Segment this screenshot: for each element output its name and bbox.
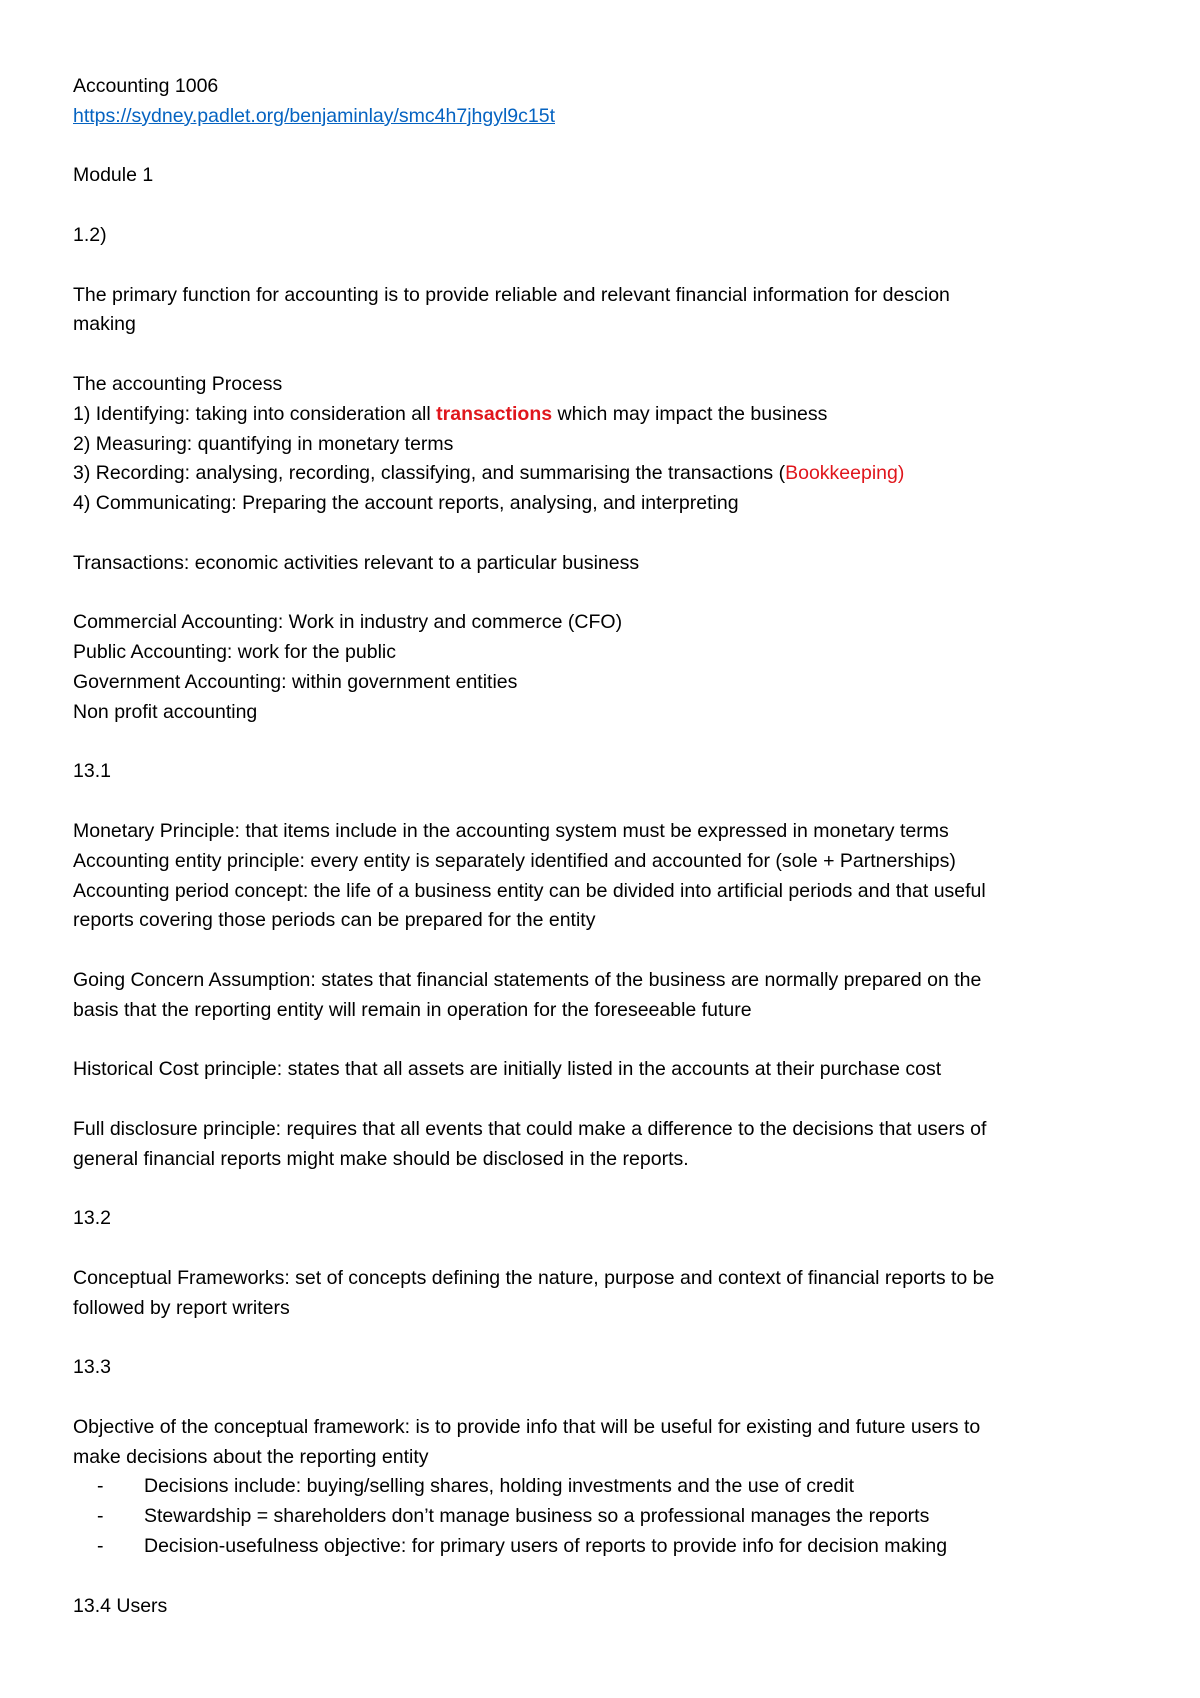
objective-line-1: Objective of the conceptual framework: is to provide info that will be useful for existing and future users to xyxy=(73,1415,981,1438)
conceptual-frameworks-block xyxy=(73,1264,1133,1324)
section-13-2-heading: 13.2 xyxy=(73,1207,111,1230)
section-13-2-heading-block xyxy=(73,1204,1133,1234)
module-heading xyxy=(73,161,1133,191)
bullet-text: Decision-usefulness objective: for primary users of reports to provide info for decision making xyxy=(144,1535,948,1558)
objective-bullet-list xyxy=(73,1472,1133,1561)
objective-line-2: make decisions about the reporting entity xyxy=(73,1445,429,1468)
accounting-type-public: Public Accounting: work for the public xyxy=(73,641,397,664)
conceptual-frameworks-line-1: Conceptual Frameworks: set of concepts defining the nature, purpose and context of financial reports to be xyxy=(73,1266,995,1289)
full-disclosure-line-2: general financial reports might make should be disclosed in the reports. xyxy=(73,1147,689,1170)
bullet-text: Stewardship = shareholders don’t manage business so a professional manages the reports xyxy=(144,1505,930,1528)
document-title: Accounting 1006 xyxy=(73,75,219,97)
principles-block xyxy=(73,817,1133,936)
transactions-definition-block xyxy=(73,549,1133,579)
section-13-1-heading: 13.1 xyxy=(73,760,111,783)
section-13-4-heading: 13.4 Users xyxy=(73,1594,168,1617)
going-concern-line-1: Going Concern Assumption: states that financial statements of the business are normally prepared on the xyxy=(73,968,982,991)
accounting-type-nonprofit: Non profit accounting xyxy=(73,700,258,723)
section-13-3-heading: 13.3 xyxy=(73,1356,111,1379)
bookkeeping-highlight: Bookkeeping) xyxy=(785,462,905,485)
process-step-4: 4) Communicating: Preparing the account reports, analysing, and interpreting xyxy=(73,492,739,515)
section-13-3-heading-block xyxy=(73,1353,1133,1383)
section-13-4-heading-block xyxy=(73,1592,1133,1622)
accounting-type-government: Government Accounting: within government entities xyxy=(73,670,518,693)
process-step-2: 2) Measuring: quantifying in monetary terms xyxy=(73,432,454,455)
padlet-link[interactable]: https://sydney.padlet.org/benjaminlay/smc4h7jhgyl9c15t xyxy=(73,104,555,127)
period-concept-line-2: reports covering those periods can be prepared for the entity xyxy=(73,909,596,932)
full-disclosure-block xyxy=(73,1115,1133,1175)
document-header xyxy=(73,72,1133,132)
primary-function-line-1: The primary function for accounting is to provide reliable and relevant financial information for descion xyxy=(73,283,950,306)
full-disclosure-line-1: Full disclosure principle: requires that all events that could make a difference to the decisions that users of xyxy=(73,1117,987,1140)
dash-bullet-icon: - xyxy=(97,1475,104,1498)
transactions-definition: Transactions: economic activities relevant to a particular business xyxy=(73,551,640,574)
primary-function-line-2: making xyxy=(73,313,136,336)
process-step-1-pre: 1) Identifying: taking into consideration all xyxy=(73,402,437,425)
bullet-text: Decisions include: buying/selling shares, holding investments and the use of credit xyxy=(144,1475,854,1498)
document-page xyxy=(73,72,1133,1651)
dash-bullet-icon: - xyxy=(97,1505,104,1528)
list-item xyxy=(73,1532,1133,1562)
monetary-principle: Monetary Principle: that items include in the accounting system must be expressed in monetary terms xyxy=(73,819,949,842)
accounting-process-heading: The accounting Process xyxy=(73,372,283,395)
list-item xyxy=(73,1472,1133,1502)
list-item xyxy=(73,1502,1133,1532)
section-1-2-heading-block xyxy=(73,221,1133,251)
historical-cost-block xyxy=(73,1055,1133,1085)
process-step-3 xyxy=(73,459,1133,489)
dash-bullet-icon: - xyxy=(97,1535,104,1558)
primary-function-paragraph xyxy=(73,281,1133,341)
accounting-process-block xyxy=(73,370,1133,519)
process-step-1 xyxy=(73,400,1133,430)
accounting-types-block xyxy=(73,608,1133,727)
section-13-1-heading-block xyxy=(73,757,1133,787)
transactions-highlight: transactions xyxy=(436,402,553,425)
going-concern-block xyxy=(73,966,1133,1026)
going-concern-line-2: basis that the reporting entity will remain in operation for the foreseeable future xyxy=(73,998,752,1021)
objective-block xyxy=(73,1413,1133,1473)
conceptual-frameworks-line-2: followed by report writers xyxy=(73,1296,290,1319)
process-step-3-pre: 3) Recording: analysing, recording, classifying, and summarising the transactions ( xyxy=(73,462,786,485)
section-1-2-heading: 1.2) xyxy=(73,223,107,246)
module-title: Module 1 xyxy=(73,164,154,187)
entity-principle: Accounting entity principle: every entity is separately identified and accounted for (sole + Partnerships) xyxy=(73,849,956,872)
period-concept-line-1: Accounting period concept: the life of a business entity can be divided into artificial periods and that useful xyxy=(73,879,986,902)
process-step-1-post: which may impact the business xyxy=(552,402,828,425)
accounting-type-commercial: Commercial Accounting: Work in industry and commerce (CFO) xyxy=(73,611,623,634)
historical-cost-principle: Historical Cost principle: states that all assets are initially listed in the accounts at their purchase cost xyxy=(73,1058,942,1081)
